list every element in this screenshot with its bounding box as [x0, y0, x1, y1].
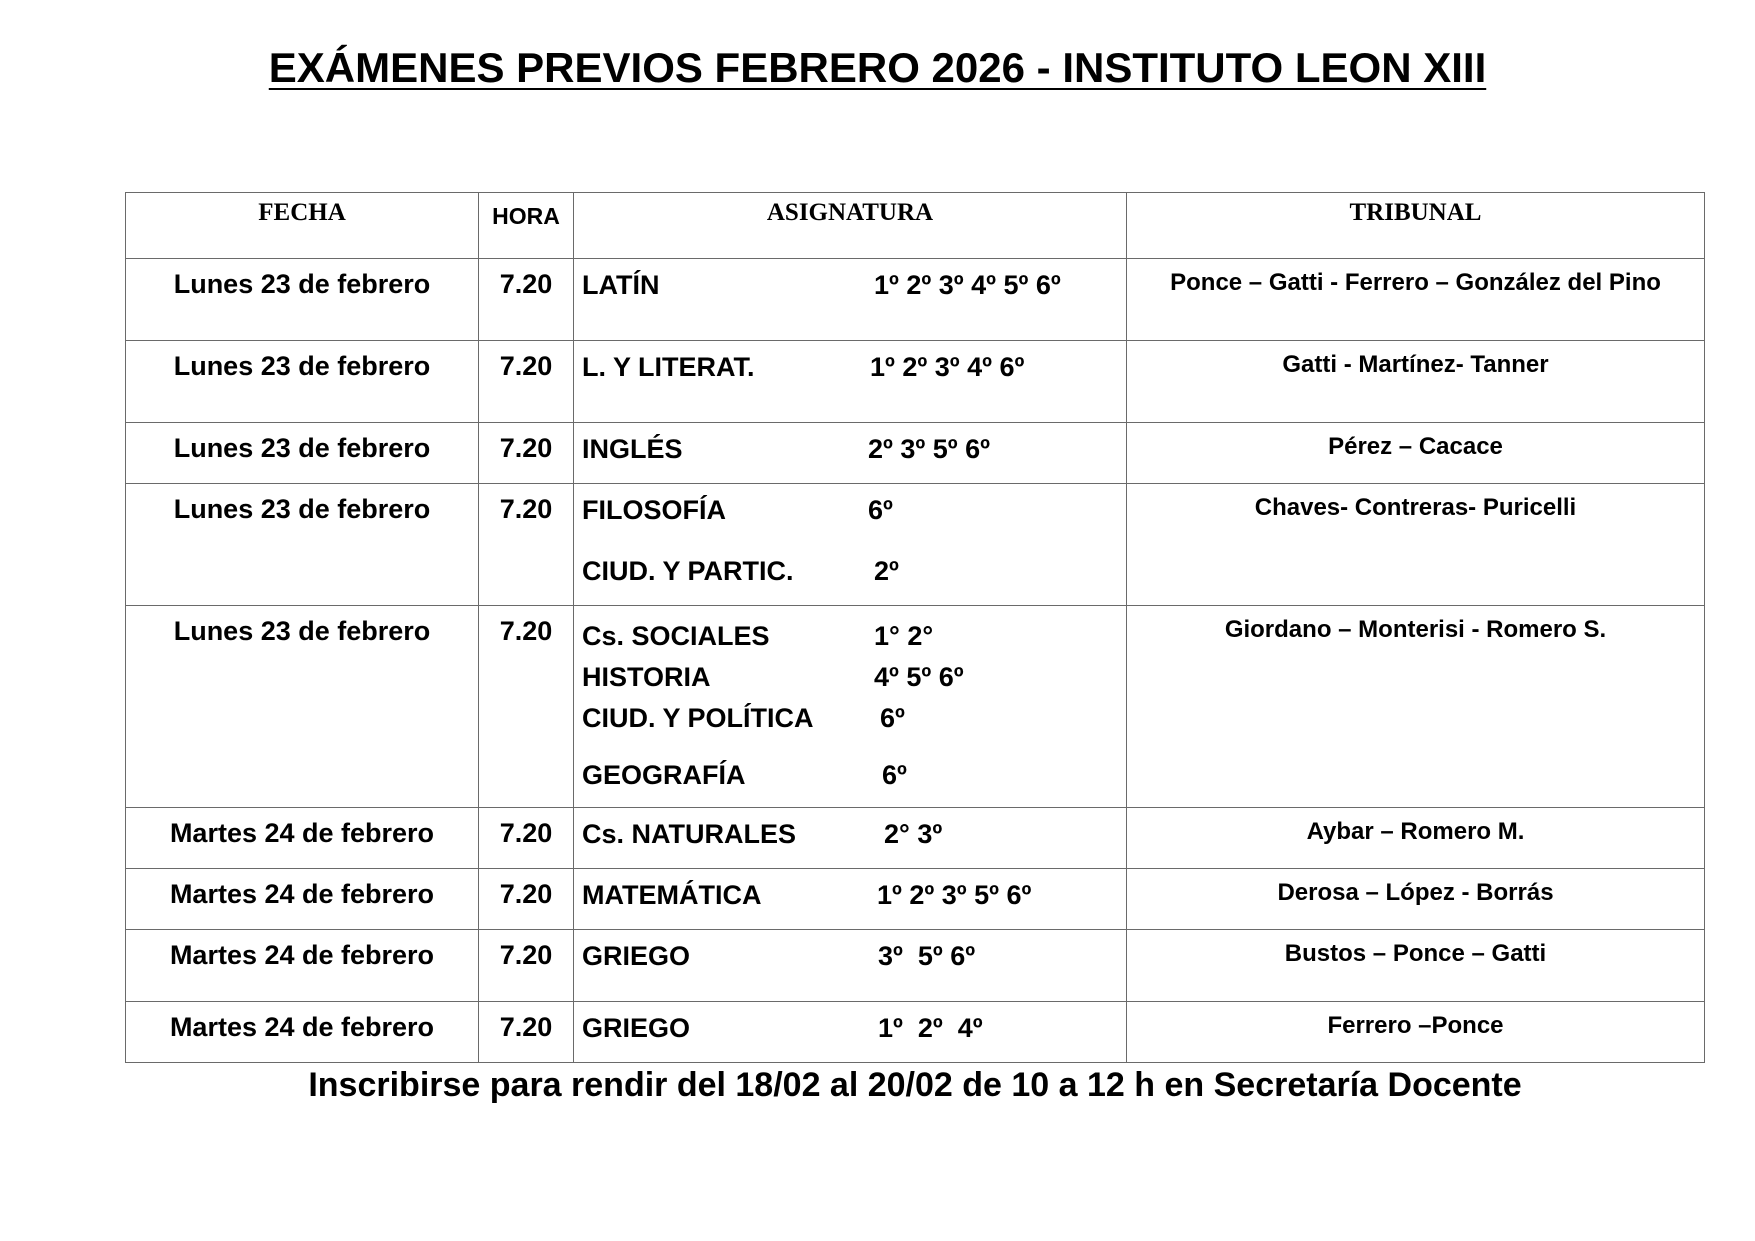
- header-hora: HORA: [479, 193, 574, 259]
- subject-years: 1º 2º 4º: [878, 1013, 983, 1043]
- subject-years: 1º 2º 3º 4º 5º 6º: [874, 270, 1061, 300]
- subject-name: MATEMÁTICA: [582, 880, 762, 910]
- hora-cell: 7.20: [479, 930, 574, 1002]
- fecha-cell: Lunes 23 de febrero: [126, 341, 479, 423]
- subject-line: [582, 755, 1126, 796]
- asignatura-cell: [574, 930, 1127, 1002]
- tribunal-cell: Aybar – Romero M.: [1127, 808, 1705, 869]
- tribunal-cell: Ferrero –Ponce: [1127, 1002, 1705, 1063]
- fecha-cell: Martes 24 de febrero: [126, 1002, 479, 1063]
- asignatura-cell: [574, 259, 1127, 341]
- registration-note: Inscribirse para rendir del 18/02 al 20/02 de 10 a 12 h en Secretaría Docente: [308, 1066, 1522, 1104]
- subject-name: INGLÉS: [582, 434, 683, 464]
- subject-name: GRIEGO: [582, 1013, 691, 1043]
- subject-line: [582, 494, 1126, 527]
- asignatura-cell: [574, 808, 1127, 869]
- subject-years: 6º: [868, 495, 893, 525]
- subject-line: [582, 616, 1126, 657]
- subject-years: 1º 2º 3º 4º 6º: [870, 352, 1025, 382]
- table-row: [126, 808, 1705, 869]
- subject-line: [582, 269, 1126, 302]
- tribunal-cell: Ponce – Gatti - Ferrero – González del Pino: [1127, 259, 1705, 341]
- asignatura-cell: [574, 1002, 1127, 1063]
- fecha-cell: Lunes 23 de febrero: [126, 606, 479, 808]
- subject-name: L. Y LITERAT.: [582, 352, 755, 382]
- subject-years: 2º 3º 5º 6º: [868, 434, 991, 464]
- asignatura-cell: [574, 606, 1127, 808]
- subject-name: Cs. NATURALES: [582, 819, 797, 849]
- table-row: [126, 930, 1705, 1002]
- subject-name: FILOSOFÍA: [582, 495, 726, 525]
- tribunal-cell: Chaves- Contreras- Puricelli: [1127, 484, 1705, 606]
- subject-line: [582, 657, 1126, 698]
- hora-cell: 7.20: [479, 423, 574, 484]
- table-row: [126, 259, 1705, 341]
- subject-name: Cs. SOCIALES: [582, 621, 770, 651]
- subject-years: 4º 5º 6º: [874, 662, 964, 692]
- subject-line: [582, 879, 1126, 912]
- hora-cell: 7.20: [479, 341, 574, 423]
- subject-years: 6º: [882, 760, 907, 790]
- page-title-text: EXÁMENES PREVIOS FEBRERO 2026 - INSTITUTO LEON XIII: [268, 44, 1487, 91]
- subject-name: GRIEGO: [582, 941, 691, 971]
- subject-years: 3º 5º 6º: [878, 941, 976, 971]
- subject-name: HISTORIA: [582, 662, 711, 692]
- header-tribunal: TRIBUNAL: [1127, 193, 1705, 259]
- subject-line: [582, 351, 1126, 384]
- table-row: [126, 484, 1705, 606]
- hora-cell: 7.20: [479, 1002, 574, 1063]
- page-title: [0, 44, 1755, 92]
- hora-cell: 7.20: [479, 259, 574, 341]
- subject-line: [582, 555, 1126, 588]
- subject-years: 2º: [874, 556, 899, 586]
- header-row: [126, 193, 1705, 259]
- tribunal-cell: Bustos – Ponce – Gatti: [1127, 930, 1705, 1002]
- subject-line: [582, 698, 1126, 739]
- table-row: [126, 423, 1705, 484]
- table-row: [126, 606, 1705, 808]
- asignatura-cell: [574, 869, 1127, 930]
- asignatura-cell: [574, 484, 1127, 606]
- hora-cell: 7.20: [479, 869, 574, 930]
- subject-years: 6º: [880, 703, 905, 733]
- subject-years: 1º 2º 3º 5º 6º: [877, 880, 1032, 910]
- asignatura-cell: [574, 423, 1127, 484]
- hora-cell: 7.20: [479, 808, 574, 869]
- tribunal-cell: Pérez – Cacace: [1127, 423, 1705, 484]
- subject-line: [582, 1012, 1126, 1045]
- subject-years: 2° 3º: [884, 819, 943, 849]
- table-row: [126, 341, 1705, 423]
- subject-name: LATÍN: [582, 270, 660, 300]
- subject-years: 1° 2°: [874, 621, 934, 651]
- subject-line: [582, 433, 1126, 466]
- subject-line: [582, 940, 1126, 973]
- asignatura-cell: [574, 341, 1127, 423]
- header-asignatura: ASIGNATURA: [574, 193, 1127, 259]
- subject-name: CIUD. Y PARTIC.: [582, 556, 794, 586]
- header-fecha: FECHA: [126, 193, 479, 259]
- fecha-cell: Lunes 23 de febrero: [126, 423, 479, 484]
- subject-name: CIUD. Y POLÍTICA: [582, 703, 814, 733]
- hora-cell: 7.20: [479, 606, 574, 808]
- fecha-cell: Martes 24 de febrero: [126, 930, 479, 1002]
- subject-name: GEOGRAFÍA: [582, 760, 746, 790]
- fecha-cell: Martes 24 de febrero: [126, 808, 479, 869]
- fecha-cell: Martes 24 de febrero: [126, 869, 479, 930]
- table-row: [126, 1002, 1705, 1063]
- fecha-cell: Lunes 23 de febrero: [126, 484, 479, 606]
- exam-schedule-table: [125, 192, 1705, 1063]
- subject-line: [582, 818, 1126, 851]
- tribunal-cell: Derosa – López - Borrás: [1127, 869, 1705, 930]
- tribunal-cell: Gatti - Martínez- Tanner: [1127, 341, 1705, 423]
- tribunal-cell: Giordano – Monterisi - Romero S.: [1127, 606, 1705, 808]
- table-row: [126, 869, 1705, 930]
- fecha-cell: Lunes 23 de febrero: [126, 259, 479, 341]
- hora-cell: 7.20: [479, 484, 574, 606]
